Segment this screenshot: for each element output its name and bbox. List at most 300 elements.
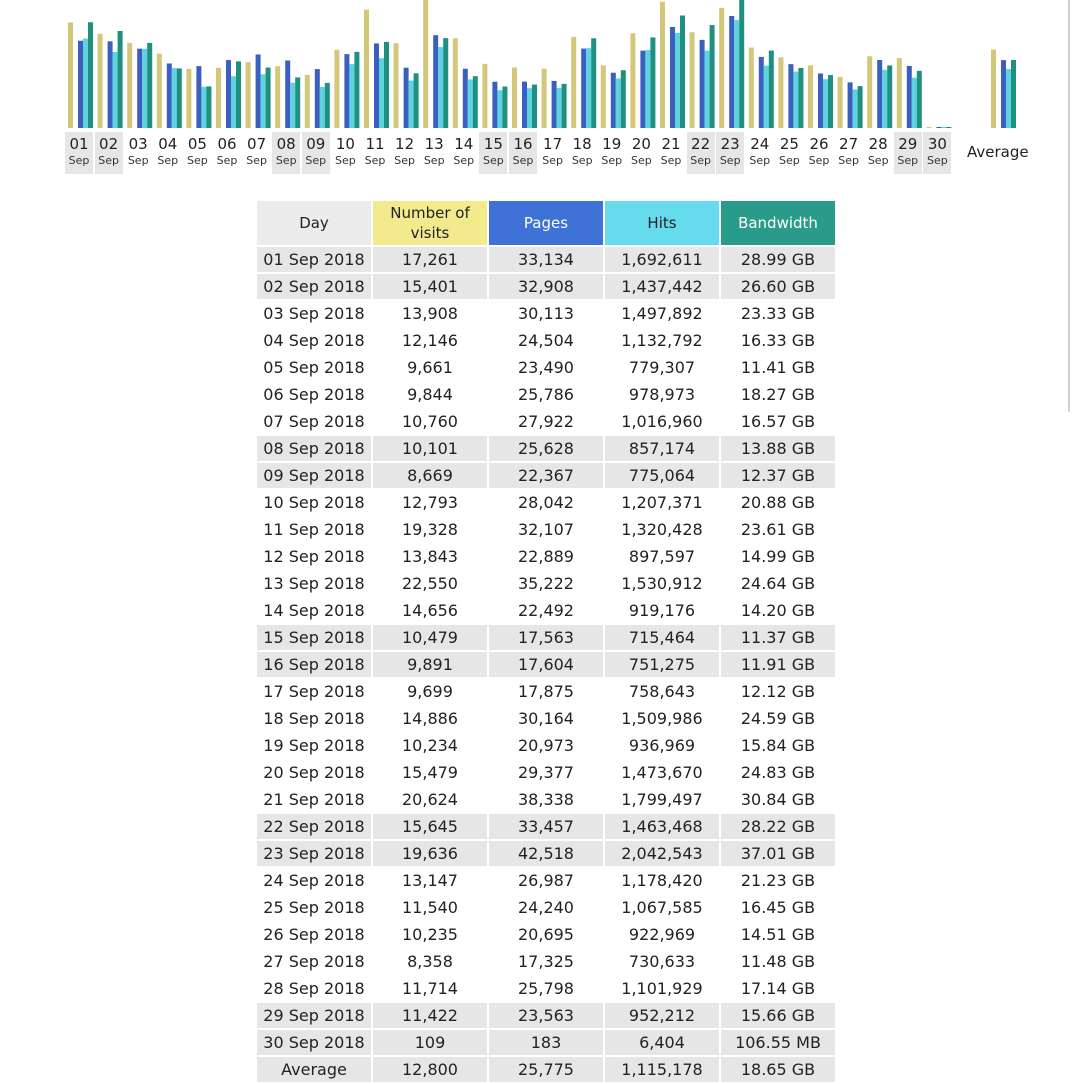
cell-day: 24 Sep 2018 [263,871,365,890]
cell-hits: 1,178,420 [621,871,703,890]
day-label [479,132,507,174]
cell-visits: 12,146 [402,331,458,350]
daily-stats-table [255,199,837,1084]
day-label [95,132,123,174]
month-label: Sep [749,154,771,167]
bar [907,66,912,128]
cell-day: 13 Sep 2018 [263,574,365,593]
cell-bandwidth: 24.64 GB [740,574,816,593]
cell-day: 07 Sep 2018 [263,412,365,431]
bar [409,81,414,128]
cell-hits: 1,463,468 [605,814,719,839]
table-row [257,463,835,488]
bar [867,56,872,128]
month-label: Sep [779,154,800,167]
cell-hits: 936,969 [628,736,696,755]
bar [798,68,803,128]
cell-day: 22 Sep 2018 [257,814,371,839]
bar [344,54,349,128]
bar [645,50,650,128]
month-label: Sep [631,154,652,167]
cell-hits: 6,404 [605,1030,719,1055]
cell-visits: 11,540 [402,898,458,917]
cell-pages: 23,563 [489,1003,603,1028]
month-label: Sep [453,154,475,167]
bar [581,49,586,128]
table-row [257,571,835,596]
cell-bandwidth: 14.51 GB [740,925,816,944]
cell-day: 19 Sep 2018 [263,736,365,755]
bar [379,58,384,128]
bar [231,76,236,128]
table-row [257,301,835,326]
bar [734,20,739,128]
cell-day: 09 Sep 2018 [257,463,371,488]
bar [778,57,783,128]
cell-pages: 20,695 [518,925,574,944]
cell-visits: 11,714 [402,979,458,998]
cell-visits: 9,844 [407,385,453,404]
cell-hits: 857,174 [605,436,719,461]
bar [354,52,359,128]
table-row [257,382,835,407]
table-row [257,868,835,893]
bar [788,64,793,128]
day-number-label: 12 [395,135,415,153]
average-cell-bandwidth: 18.65 GB [721,1057,835,1082]
day-label [746,132,774,174]
bar [275,66,280,128]
cell-pages: 27,922 [518,412,574,431]
day-label [183,132,211,174]
table-row [257,652,835,677]
table-header-row [257,201,835,245]
cell-day: 04 Sep 2018 [263,331,365,350]
table-row [257,328,835,353]
cell-pages: 38,338 [518,790,574,809]
cell-bandwidth: 14.20 GB [740,601,816,620]
bar [512,67,517,128]
bar [127,43,132,128]
table-row [257,355,835,380]
cell-pages: 17,875 [518,682,574,701]
month-label: Sep [690,154,711,167]
day-label [124,132,152,174]
day-number-label: 09 [306,135,326,153]
cell-visits: 9,891 [373,652,487,677]
panel-edge [1068,0,1070,412]
day-label [243,132,271,174]
cell-visits: 12,793 [402,493,458,512]
day-number-label: 03 [128,135,148,153]
cell-visits: 15,645 [373,814,487,839]
cell-pages: 35,222 [518,574,574,593]
cell-day: 25 Sep 2018 [263,898,365,917]
cell-visits: 20,624 [402,790,458,809]
month-label: Sep [98,154,119,167]
bar [858,86,863,128]
cell-hits: 1,132,792 [621,331,703,350]
table-row [257,922,835,947]
cell-pages: 25,628 [489,436,603,461]
cell-visits: 10,235 [402,925,458,944]
month-label: Sep [601,154,623,167]
table-row [257,1030,835,1055]
cell-bandwidth: 30.84 GB [740,790,816,809]
cell-bandwidth: 24.83 GB [740,763,816,782]
day-label [331,132,359,174]
bar [349,64,354,128]
day-label [687,132,715,174]
cell-bandwidth: 23.33 GB [740,304,816,323]
bar [186,69,191,128]
day-number-label: 29 [898,135,918,153]
bar [113,52,118,128]
cell-pages: 22,889 [518,547,574,566]
bar [557,88,562,128]
month-label: Sep [187,154,208,167]
day-number-label: 19 [602,135,622,153]
day-label [391,132,419,174]
month-label: Sep [571,154,593,167]
month-label: Sep [68,154,90,167]
bar [675,33,680,128]
day-label [598,132,626,174]
cell-hits: 730,633 [628,952,696,971]
bar [157,54,162,128]
cell-pages: 23,490 [518,358,574,377]
bar [147,43,152,128]
day-number-label: 16 [513,135,533,153]
cell-bandwidth: 37.01 GB [721,841,835,866]
day-number-label: 14 [454,135,474,153]
cell-pages: 33,457 [489,814,603,839]
cell-day: 30 Sep 2018 [257,1030,371,1055]
average-bar [1001,60,1006,128]
cell-bandwidth: 12.37 GB [721,463,835,488]
table-row [257,841,835,866]
cell-visits: 13,147 [402,871,458,890]
month-label: Sep [719,154,741,167]
bar [266,68,271,128]
cell-visits: 11,422 [373,1003,487,1028]
bar [108,41,113,128]
table-row [257,949,835,974]
bar [290,83,295,128]
month-label: Sep [364,154,386,167]
bar [853,89,858,128]
average-cell-pages: 25,775 [489,1057,603,1082]
cell-visits: 10,101 [373,436,487,461]
bar [261,74,266,128]
cell-pages: 24,504 [518,331,574,350]
cell-day: 02 Sep 2018 [257,274,371,299]
table-row [257,895,835,920]
bar [295,77,300,128]
daily-bar-chart [0,0,1073,132]
day-number-label: 01 [69,135,89,153]
cell-day: 20 Sep 2018 [263,763,365,782]
table-row [257,733,835,758]
bar [374,43,379,128]
cell-pages: 33,134 [489,247,603,272]
cell-hits: 1,509,986 [621,709,703,728]
month-label: Sep [423,154,445,167]
bar [640,51,645,128]
cell-hits: 1,692,611 [605,247,719,272]
cell-bandwidth: 13.88 GB [721,436,835,461]
bar [532,85,537,128]
month-label: Sep [335,154,356,167]
bar [527,88,532,128]
day-number-label: 20 [631,135,651,153]
bar [917,71,922,128]
day-number-label: 08 [276,135,296,153]
day-label [835,132,863,174]
table-row [257,679,835,704]
day-label [154,132,182,174]
cell-bandwidth: 17.14 GB [740,979,816,998]
bar [414,73,419,128]
header-day: Day [257,201,371,245]
bar [473,76,478,128]
bar [463,69,468,128]
cell-hits: 779,307 [628,358,696,377]
bar [438,47,443,128]
bar [98,34,103,128]
month-label: Sep [127,154,149,167]
bar [586,48,591,128]
bar [591,38,596,128]
bar [749,48,754,128]
cell-bandwidth: 16.33 GB [740,331,816,350]
cell-pages: 17,325 [518,952,574,971]
cell-pages: 17,563 [489,625,603,650]
day-number-label: 02 [99,135,119,153]
bar [887,65,892,128]
day-label [302,132,330,174]
cell-day: 21 Sep 2018 [263,790,365,809]
cell-bandwidth: 12.12 GB [740,682,816,701]
table-row [257,706,835,731]
bar [542,69,547,128]
bar [808,65,813,128]
cell-day: 17 Sep 2018 [263,682,365,701]
bar [305,75,310,128]
day-number-label: 04 [158,135,178,153]
bar [848,82,853,128]
cell-hits: 952,212 [605,1003,719,1028]
cell-bandwidth: 14.99 GB [740,547,816,566]
bar [680,16,685,128]
bar [650,37,655,128]
cell-visits: 10,234 [402,736,458,755]
cell-pages: 22,367 [489,463,603,488]
cell-visits: 15,401 [373,274,487,299]
month-label: Sep [275,154,297,167]
cell-hits: 715,464 [605,625,719,650]
bar [616,78,621,128]
bar [729,16,734,128]
average-bar [1011,60,1016,128]
bar [941,127,946,128]
day-label [361,132,389,174]
day-number-label: 07 [247,135,267,153]
cell-hits: 2,042,543 [605,841,719,866]
cell-bandwidth: 11.41 GB [740,358,816,377]
cell-day: 12 Sep 2018 [263,547,365,566]
month-label: Sep [867,154,889,167]
bar [562,84,567,128]
cell-visits: 8,669 [373,463,487,488]
bar [468,79,473,128]
cell-bandwidth: 15.84 GB [740,736,816,755]
cell-visits: 19,328 [402,520,458,539]
bar [793,72,798,128]
table-row [257,760,835,785]
bar [690,32,695,128]
bar [660,2,665,128]
cell-pages: 26,987 [518,871,574,890]
average-bar [991,50,996,128]
cell-hits: 922,969 [628,925,696,944]
average-cell-hits: 1,115,178 [605,1057,719,1082]
table-average-row [257,1057,835,1082]
bar [759,57,764,128]
day-label [627,132,655,174]
cell-day: 14 Sep 2018 [263,601,365,620]
average-cell-visits: 12,800 [373,1057,487,1082]
month-label: Sep [157,154,179,167]
cell-bandwidth: 11.91 GB [721,652,835,677]
cell-visits: 14,886 [402,709,458,728]
bar [172,68,177,128]
bar [946,127,951,128]
bar [334,50,339,128]
header-hits: Hits [605,201,719,245]
cell-hits: 1,530,912 [621,574,703,593]
day-number-label: 30 [927,135,947,153]
bar [206,86,211,128]
day-number-label: 18 [572,135,592,153]
table-row [257,544,835,569]
bar [601,65,606,128]
month-label: Sep [897,154,919,167]
month-label: Sep [246,154,267,167]
table-row [257,274,835,299]
day-label [65,132,93,174]
bar [611,73,616,128]
average-cell-day: Average [257,1057,371,1082]
bar [630,33,635,128]
cell-visits: 15,479 [402,763,458,782]
cell-visits: 13,843 [402,547,458,566]
day-number-label: 28 [868,135,888,153]
bar [216,68,221,128]
table-row [257,517,835,542]
bar [256,54,261,128]
day-number-label: 21 [661,135,681,153]
cell-pages: 25,798 [518,979,574,998]
cell-bandwidth: 21.23 GB [740,871,816,890]
cell-hits: 1,207,371 [621,493,703,512]
bar [926,127,931,128]
cell-visits: 9,661 [407,358,453,377]
day-label [509,132,537,174]
cell-bandwidth: 23.61 GB [740,520,816,539]
day-label [450,132,478,174]
cell-visits: 10,479 [373,625,487,650]
bar [552,81,557,128]
bar [838,77,843,128]
bar [764,66,769,128]
day-number-label: 23 [720,135,740,153]
day-number-label: 25 [779,135,799,153]
cell-day: 27 Sep 2018 [263,952,365,971]
month-label: Sep [394,154,415,167]
bar [285,60,290,128]
day-label [213,132,241,174]
bar [453,38,458,128]
bar [142,49,147,128]
cell-pages: 32,908 [489,274,603,299]
bar [167,63,172,128]
header-pages: Pages [489,201,603,245]
bar [670,27,675,128]
cell-day: 11 Sep 2018 [263,520,365,539]
cell-day: 03 Sep 2018 [263,304,365,323]
bar [497,90,502,128]
bar [246,62,251,128]
cell-day: 10 Sep 2018 [263,493,365,512]
day-label [864,132,892,174]
bar [177,68,182,128]
month-label: Sep [660,154,682,167]
cell-visits: 10,760 [402,412,458,431]
cell-pages: 24,240 [518,898,574,917]
bar [325,83,330,128]
bar [882,70,887,128]
cell-bandwidth: 15.66 GB [721,1003,835,1028]
cell-bandwidth: 18.27 GB [740,385,816,404]
cell-visits: 19,636 [373,841,487,866]
cell-hits: 1,437,442 [605,274,719,299]
cell-hits: 1,320,428 [621,520,703,539]
bar [68,22,73,128]
day-number-label: 15 [483,135,503,153]
cell-hits: 775,064 [605,463,719,488]
bar [394,43,399,128]
bar [433,35,438,128]
bar [364,10,369,128]
month-label: Sep [483,154,504,167]
cell-bandwidth: 106.55 MB [721,1030,835,1055]
header-visits: Number of visits [373,201,487,245]
day-label [775,132,803,174]
day-number-label: 10 [335,135,355,153]
day-label [657,132,685,174]
bar [88,22,93,128]
cell-hits: 897,597 [628,547,696,566]
cell-pages: 17,604 [489,652,603,677]
cell-day: 29 Sep 2018 [257,1003,371,1028]
cell-hits: 1,101,929 [621,979,703,998]
cell-pages: 22,492 [518,601,574,620]
bar [912,78,917,128]
cell-day: 15 Sep 2018 [257,625,371,650]
cell-pages: 183 [489,1030,603,1055]
cell-bandwidth: 16.57 GB [740,412,816,431]
